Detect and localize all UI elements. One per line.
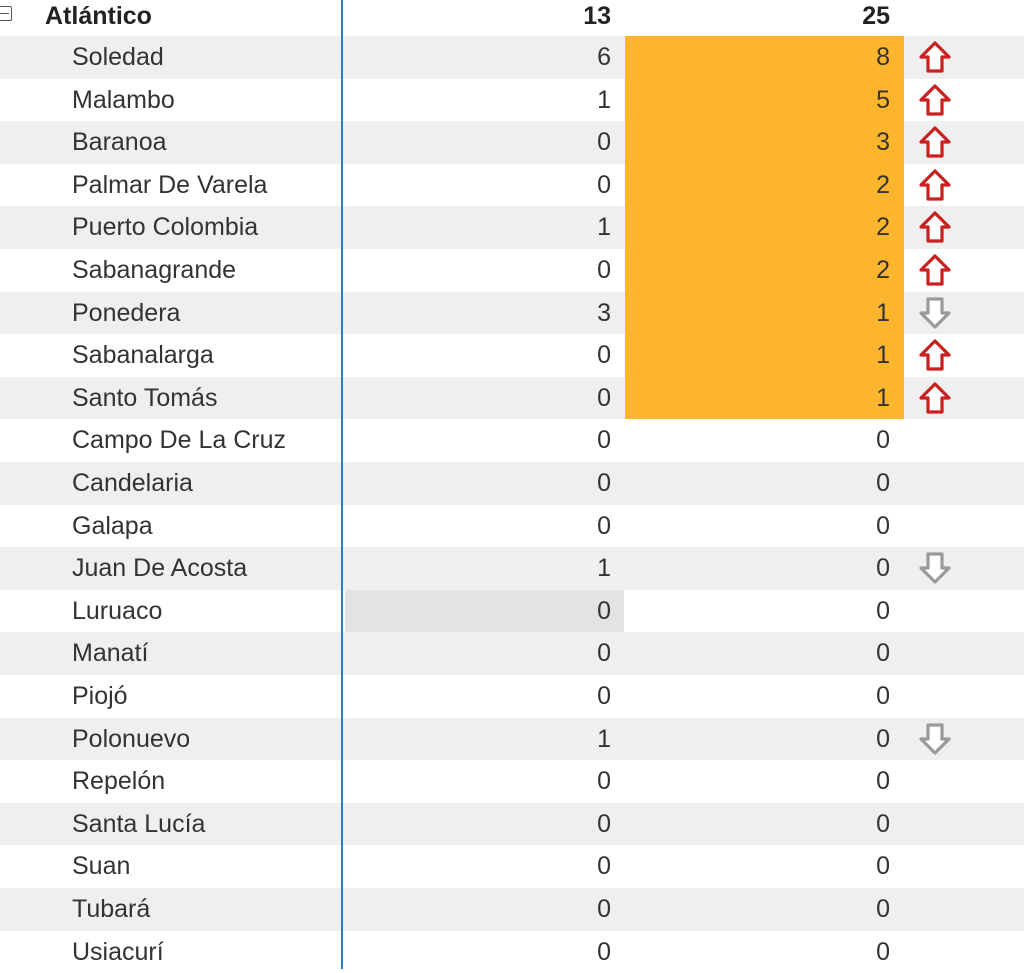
- row-value-col2: 0: [876, 554, 890, 583]
- row-label: Tubará: [72, 895, 151, 923]
- row-value-col2: 0: [876, 937, 890, 966]
- arrow-up-icon: [918, 211, 952, 243]
- row-value-col1: 0: [597, 937, 611, 966]
- table-row[interactable]: [0, 590, 1024, 633]
- collapse-icon[interactable]: [0, 6, 12, 21]
- column-divider[interactable]: [341, 0, 343, 969]
- row-value-col2: 3: [876, 128, 890, 157]
- row-value-col2: 8: [876, 43, 890, 71]
- row-value-col1: 1: [597, 213, 611, 242]
- row-value-col2: 1: [876, 341, 890, 370]
- row-value-col2: 2: [876, 256, 890, 284]
- row-value-col1: 0: [597, 341, 611, 370]
- row-value-col1: 3: [597, 298, 611, 327]
- table-row[interactable]: [0, 206, 1024, 249]
- table-row[interactable]: [0, 803, 1024, 846]
- row-value-col1: 0: [597, 426, 611, 455]
- row-value-col1: 0: [597, 895, 611, 923]
- row-value-col1: 0: [597, 256, 611, 284]
- row-value-col2: 0: [876, 767, 890, 796]
- arrow-down-icon: [918, 297, 952, 329]
- row-label: Baranoa: [72, 128, 167, 157]
- row-value-col1: 6: [597, 43, 611, 71]
- row-value-col1: 1: [597, 724, 611, 753]
- row-label: Luruaco: [72, 596, 163, 625]
- row-value-col1: 0: [597, 596, 611, 625]
- arrow-up-icon: [918, 84, 952, 116]
- table-row[interactable]: [0, 505, 1024, 548]
- row-value-col1: 0: [597, 170, 611, 199]
- arrow-up-icon: [918, 382, 952, 414]
- table-row[interactable]: [0, 547, 1024, 590]
- row-label: Polonuevo: [72, 724, 191, 753]
- group-label: Atlántico: [45, 2, 152, 30]
- row-label: Santo Tomás: [72, 383, 218, 412]
- row-value-col1: 0: [597, 128, 611, 157]
- row-label: Usiacurí: [72, 937, 164, 966]
- table-row[interactable]: [0, 121, 1024, 164]
- table-row[interactable]: [0, 419, 1024, 462]
- row-value-col2: 0: [876, 809, 890, 838]
- row-value-col2: 0: [876, 852, 890, 881]
- row-value-col2: 0: [876, 682, 890, 710]
- row-label: Manatí: [72, 639, 149, 668]
- row-label: Galapa: [72, 511, 153, 540]
- arrow-up-icon: [918, 169, 952, 201]
- table-row[interactable]: [0, 164, 1024, 207]
- row-label: Sabanalarga: [72, 341, 214, 370]
- row-value-col2: 5: [876, 85, 890, 114]
- row-value-col1: 0: [597, 767, 611, 796]
- row-value-col1: 0: [597, 682, 611, 710]
- table-row[interactable]: [0, 292, 1024, 335]
- group-total-col1: 13: [583, 2, 611, 30]
- row-value-col2: 0: [876, 895, 890, 923]
- arrow-up-icon: [918, 126, 952, 158]
- row-value-col2: 2: [876, 213, 890, 242]
- row-label: Santa Lucía: [72, 809, 206, 838]
- row-value-col1: 0: [597, 809, 611, 838]
- table-row[interactable]: [0, 888, 1024, 931]
- row-value-col1: 0: [597, 469, 611, 497]
- group-total-col2: 25: [862, 2, 890, 30]
- row-value-col1: 0: [597, 852, 611, 881]
- row-value-col1: 0: [597, 383, 611, 412]
- row-value-col2: 1: [876, 298, 890, 327]
- row-value-col2: 0: [876, 724, 890, 753]
- table-row[interactable]: [0, 675, 1024, 718]
- table-row[interactable]: [0, 845, 1024, 888]
- row-label: Candelaria: [72, 469, 193, 497]
- arrow-up-icon: [918, 254, 952, 286]
- table-row[interactable]: [0, 931, 1024, 973]
- row-label: Campo De La Cruz: [72, 426, 286, 455]
- arrow-down-icon: [918, 723, 952, 755]
- row-label: Malambo: [72, 85, 175, 114]
- group-header-row[interactable]: [0, 0, 1024, 38]
- arrow-down-icon: [918, 552, 952, 584]
- arrow-up-icon: [918, 41, 952, 73]
- table-row[interactable]: [0, 462, 1024, 505]
- row-value-col1: 1: [597, 85, 611, 114]
- table-row[interactable]: [0, 632, 1024, 675]
- row-label: Suan: [72, 852, 131, 881]
- row-value-col1: 1: [597, 554, 611, 583]
- row-value-col2: 0: [876, 469, 890, 497]
- table-row[interactable]: [0, 249, 1024, 292]
- table-row[interactable]: [0, 760, 1024, 803]
- table-row[interactable]: [0, 377, 1024, 420]
- row-label: Sabanagrande: [72, 256, 237, 284]
- arrow-up-icon: [918, 339, 952, 371]
- row-value-col2: 2: [876, 170, 890, 199]
- row-label: Puerto Colombia: [72, 213, 259, 242]
- row-label: Piojó: [72, 682, 128, 710]
- row-value-col2: 1: [876, 383, 890, 412]
- row-label: Repelón: [72, 767, 166, 796]
- row-value-col1: 0: [597, 511, 611, 540]
- row-value-col2: 0: [876, 596, 890, 625]
- table-row[interactable]: [0, 36, 1024, 79]
- row-value-col1: 0: [597, 639, 611, 668]
- row-label: Palmar De Varela: [72, 170, 268, 199]
- table-row[interactable]: [0, 718, 1024, 761]
- row-label: Juan De Acosta: [72, 554, 248, 583]
- row-value-col2: 0: [876, 511, 890, 540]
- row-value-col2: 0: [876, 426, 890, 455]
- row-label: Ponedera: [72, 298, 181, 327]
- row-value-col2: 0: [876, 639, 890, 668]
- row-label: Soledad: [72, 43, 164, 71]
- table-row[interactable]: [0, 334, 1024, 377]
- table-row[interactable]: [0, 79, 1024, 122]
